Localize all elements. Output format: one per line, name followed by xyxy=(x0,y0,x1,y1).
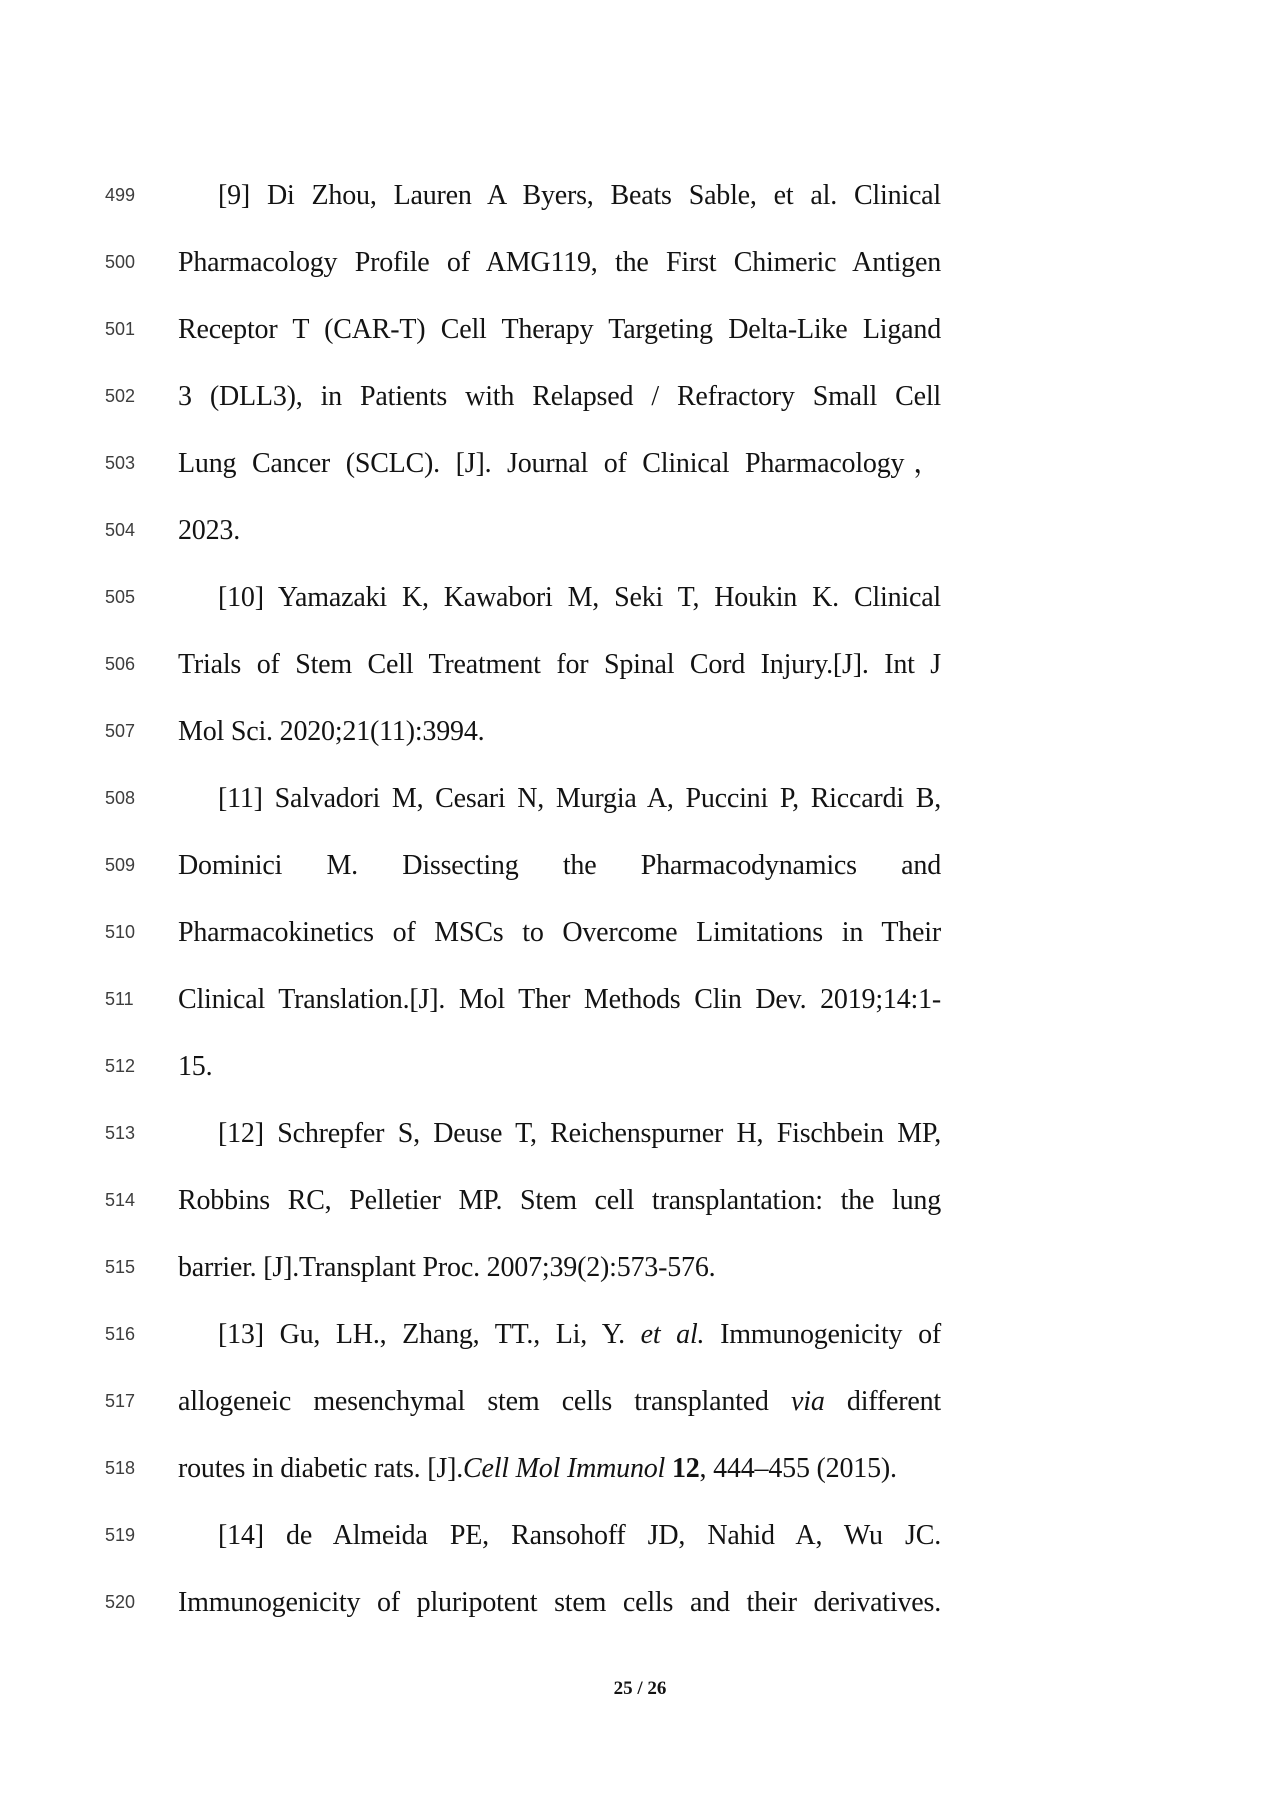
line-row xyxy=(0,229,1280,296)
line-text: Immunogenicity of pluripotent stem cells and their derivatives. xyxy=(178,1587,941,1618)
line-row xyxy=(0,430,1280,497)
line-text: [13] Gu, LH., Zhang, TT., Li, Y. et al. Immunogenicity of xyxy=(218,1319,941,1350)
line-text: routes in diabetic rats. [J].Cell Mol Immunol 12, 444–455 (2015). xyxy=(178,1453,897,1484)
line-row xyxy=(0,1167,1280,1234)
line-number: 500 xyxy=(105,252,136,272)
line-text: Pharmacology Profile of AMG119, the First Chimeric Antigen xyxy=(178,247,941,278)
line-row xyxy=(0,564,1280,631)
line-number: 513 xyxy=(105,1123,136,1143)
line-row xyxy=(0,698,1280,765)
line-number: 505 xyxy=(105,587,136,607)
line-row xyxy=(0,1435,1280,1502)
line-text: [11] Salvadori M, Cesari N, Murgia A, Puccini P, Riccardi B, xyxy=(218,783,941,814)
line-row xyxy=(0,296,1280,363)
line-row xyxy=(0,1502,1280,1569)
line-text: Mol Sci. 2020;21(11):3994. xyxy=(178,716,485,747)
reference-list xyxy=(0,162,1280,1636)
line-text: allogeneic mesenchymal stem cells transplanted via different xyxy=(178,1386,941,1417)
line-text: Receptor T (CAR-T) Cell Therapy Targeting Delta-Like Ligand xyxy=(178,314,941,345)
line-number: 518 xyxy=(105,1458,136,1478)
line-number: 504 xyxy=(105,520,136,540)
line-text: [10] Yamazaki K, Kawabori M, Seki T, Houkin K. Clinical xyxy=(218,582,941,613)
line-text: barrier. [J].Transplant Proc. 2007;39(2):573-576. xyxy=(178,1252,716,1283)
line-number: 499 xyxy=(105,185,136,205)
line-number: 507 xyxy=(105,721,136,741)
line-number: 517 xyxy=(105,1391,136,1411)
line-text: Lung Cancer (SCLC). [J]. Journal of Clinical Pharmacology， xyxy=(178,448,941,479)
line-row xyxy=(0,497,1280,564)
line-row xyxy=(0,966,1280,1033)
line-number: 508 xyxy=(105,788,136,808)
line-row xyxy=(0,1100,1280,1167)
line-text: Dominici M. Dissecting the Pharmacodynamics and xyxy=(178,850,941,881)
line-number: 503 xyxy=(105,453,136,473)
line-number: 501 xyxy=(105,319,136,339)
line-number: 502 xyxy=(105,386,136,406)
line-row xyxy=(0,899,1280,966)
line-row xyxy=(0,1301,1280,1368)
line-row xyxy=(0,1368,1280,1435)
line-number: 515 xyxy=(105,1257,136,1277)
line-text: Robbins RC, Pelletier MP. Stem cell transplantation: the lung xyxy=(178,1185,941,1216)
line-number: 510 xyxy=(105,922,136,942)
line-row xyxy=(0,765,1280,832)
line-number: 512 xyxy=(105,1056,136,1076)
line-row xyxy=(0,1234,1280,1301)
line-text: Clinical Translation.[J]. Mol Ther Methods Clin Dev. 2019;14:1- xyxy=(178,984,941,1015)
line-number: 516 xyxy=(105,1324,136,1344)
line-number: 509 xyxy=(105,855,136,875)
line-row xyxy=(0,162,1280,229)
line-number: 514 xyxy=(105,1190,136,1210)
line-text: [12] Schrepfer S, Deuse T, Reichenspurner H, Fischbein MP, xyxy=(218,1118,941,1149)
line-row xyxy=(0,631,1280,698)
line-text: [14] de Almeida PE, Ransohoff JD, Nahid A, Wu JC. xyxy=(218,1520,941,1551)
line-text: Pharmacokinetics of MSCs to Overcome Limitations in Their xyxy=(178,917,941,948)
line-row xyxy=(0,363,1280,430)
line-row xyxy=(0,1569,1280,1636)
line-text: [9] Di Zhou, Lauren A Byers, Beats Sable, et al. Clinical xyxy=(218,180,941,211)
line-row xyxy=(0,832,1280,899)
line-number: 506 xyxy=(105,654,136,674)
line-number: 520 xyxy=(105,1592,136,1612)
line-number: 511 xyxy=(105,989,134,1009)
line-text: 15. xyxy=(178,1051,213,1082)
page-number-footer: 25 / 26 xyxy=(613,1678,667,1699)
line-number: 519 xyxy=(105,1525,136,1545)
line-text: 3 (DLL3), in Patients with Relapsed / Refractory Small Cell xyxy=(178,381,941,412)
line-text: Trials of Stem Cell Treatment for Spinal Cord Injury.[J]. Int J xyxy=(178,649,941,680)
line-text: 2023. xyxy=(178,515,241,546)
line-row xyxy=(0,1033,1280,1100)
